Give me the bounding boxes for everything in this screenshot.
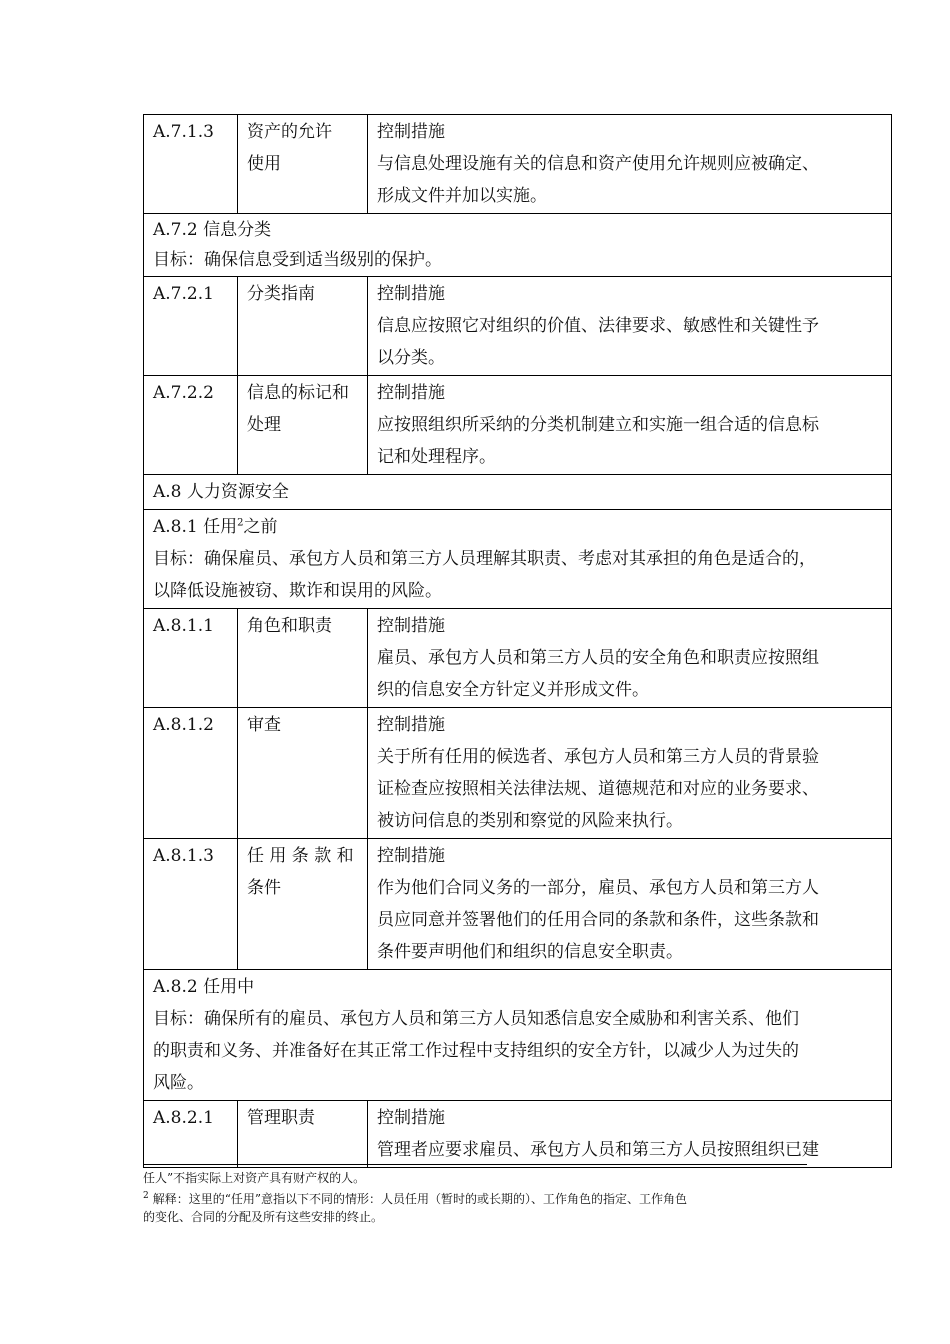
control-name-line: 条件 xyxy=(247,878,281,898)
control-text-line: 证检查应按照相关法律法规、道德规范和对应的业务要求、 xyxy=(377,779,819,799)
section-objective: 以降低设施被窃、欺诈和误用的风险。 xyxy=(153,581,442,601)
section-objective: 的职责和义务、并准备好在其正常工作过程中支持组织的安全方针，以减少人为过失的 xyxy=(153,1041,799,1061)
control-text-line: 员应同意并签署他们的任用合同的条款和条件，这些条款和 xyxy=(377,910,819,930)
section-objective: 风险。 xyxy=(153,1073,204,1093)
control-id xyxy=(144,115,238,214)
section-heading: A.7.2 信息分类 xyxy=(153,220,272,240)
control-name-line: 资产的允许 xyxy=(247,122,332,142)
table-row xyxy=(144,839,892,970)
footnote-divider xyxy=(143,1164,807,1165)
control-id-text: A.8.2.1 xyxy=(153,1108,214,1128)
footnote-text: 任人”不指实际上对资产具有财产权的人。 xyxy=(143,1171,366,1185)
control-description xyxy=(368,376,892,475)
control-name-line: 任 用 条 款 和 xyxy=(247,846,354,866)
control-description xyxy=(368,839,892,970)
control-text-line: 雇员、承包方人员和第三方人员的安全角色和职责应按照组 xyxy=(377,648,819,668)
section-heading: A.8 人力资源安全 xyxy=(153,482,289,502)
section-row xyxy=(144,510,892,609)
table-row xyxy=(144,115,892,214)
control-title: 控制措施 xyxy=(377,383,445,403)
control-description xyxy=(368,609,892,708)
control-text-line: 织的信息安全方针定义并形成文件。 xyxy=(377,680,649,700)
table-row xyxy=(144,1101,892,1168)
control-description xyxy=(368,1101,892,1168)
control-id xyxy=(144,609,238,708)
footnote-mark: 2 xyxy=(143,1191,149,1201)
section-heading xyxy=(153,511,883,543)
control-name-line: 管理职责 xyxy=(247,1108,315,1128)
control-name xyxy=(238,708,368,839)
control-id xyxy=(144,277,238,376)
control-title: 控制措施 xyxy=(377,122,445,142)
section-cell xyxy=(144,475,892,510)
footnotes xyxy=(143,1164,807,1226)
control-description xyxy=(368,277,892,376)
control-name-line: 信息的标记和 xyxy=(247,383,349,403)
table-row xyxy=(144,708,892,839)
control-text-line: 条件要声明他们和组织的信息安全职责。 xyxy=(377,942,683,962)
controls-table xyxy=(143,114,892,1168)
control-name-line: 处理 xyxy=(247,415,281,435)
control-text-line: 信息应按照它对组织的价值、法律要求、敏感性和关键性予 xyxy=(377,316,819,336)
control-name xyxy=(238,277,368,376)
control-name xyxy=(238,1101,368,1168)
section-row xyxy=(144,970,892,1101)
control-id xyxy=(144,708,238,839)
footnote-text: 的变化、合同的分配及所有这些安排的终止。 xyxy=(143,1210,384,1224)
section-cell xyxy=(144,510,892,609)
table-row xyxy=(144,609,892,708)
section-heading-text: 之前 xyxy=(243,517,278,537)
control-id-text: A.7.1.3 xyxy=(153,122,214,142)
control-id xyxy=(144,376,238,475)
control-text-line: 以分类。 xyxy=(377,348,445,368)
control-title: 控制措施 xyxy=(377,846,445,866)
control-id-text: A.7.2.1 xyxy=(153,284,214,304)
control-name xyxy=(238,609,368,708)
control-name-line: 分类指南 xyxy=(247,284,315,304)
control-text-line: 作为他们合同义务的一部分，雇员、承包方人员和第三方人 xyxy=(377,878,819,898)
section-objective: 目标：确保雇员、承包方人员和第三方人员理解其职责、考虑对其承担的角色是适合的， xyxy=(153,549,816,569)
control-description xyxy=(368,115,892,214)
table-row xyxy=(144,376,892,475)
section-row xyxy=(144,214,892,277)
section-heading-text: A.8.1 任用 xyxy=(153,517,238,537)
control-title: 控制措施 xyxy=(377,616,445,636)
section-row xyxy=(144,475,892,510)
control-name xyxy=(238,115,368,214)
footnote-2 xyxy=(143,1187,807,1208)
section-heading: A.8.2 任用中 xyxy=(153,977,255,997)
table-row xyxy=(144,277,892,376)
footnote-text: 解释：这里的“任用”意指以下不同的情形：人员任用（暂时的或长期的）、工作角色的指定、工作角色 xyxy=(152,1192,688,1206)
control-text-line: 被访问信息的类别和察觉的风险来执行。 xyxy=(377,811,683,831)
control-text-line: 与信息处理设施有关的信息和资产使用允许规则应被确定、 xyxy=(377,154,819,174)
control-name xyxy=(238,839,368,970)
control-text-line: 关于所有任用的候选者、承包方人员和第三方人员的背景验 xyxy=(377,747,819,767)
section-cell xyxy=(144,970,892,1101)
control-id-text: A.8.1.3 xyxy=(153,846,214,866)
control-text-line: 管理者应要求雇员、承包方人员和第三方人员按照组织已建 xyxy=(377,1140,819,1160)
control-title: 控制措施 xyxy=(377,715,445,735)
control-name-line: 角色和职责 xyxy=(247,616,332,636)
control-title: 控制措施 xyxy=(377,284,445,304)
control-text-line: 应按照组织所采纳的分类机制建立和实施一组合适的信息标 xyxy=(377,415,819,435)
control-title: 控制措施 xyxy=(377,1108,445,1128)
control-name-line: 审查 xyxy=(247,715,281,735)
control-id-text: A.8.1.2 xyxy=(153,715,214,735)
control-id xyxy=(144,1101,238,1168)
control-id xyxy=(144,839,238,970)
control-description xyxy=(368,708,892,839)
section-objective: 目标：确保所有的雇员、承包方人员和第三方人员知悉信息安全威胁和利害关系、他们 xyxy=(153,1009,799,1029)
control-name xyxy=(238,376,368,475)
control-id-text: A.7.2.2 xyxy=(153,383,214,403)
control-id-text: A.8.1.1 xyxy=(153,616,214,636)
section-objective: 目标：确保信息受到适当级别的保护。 xyxy=(153,250,442,270)
section-cell xyxy=(144,214,892,277)
control-text-line: 形成文件并加以实施。 xyxy=(377,186,547,206)
control-name-line: 使用 xyxy=(247,154,281,174)
footnote-ref: 2 xyxy=(237,517,244,529)
control-text-line: 记和处理程序。 xyxy=(377,447,496,467)
